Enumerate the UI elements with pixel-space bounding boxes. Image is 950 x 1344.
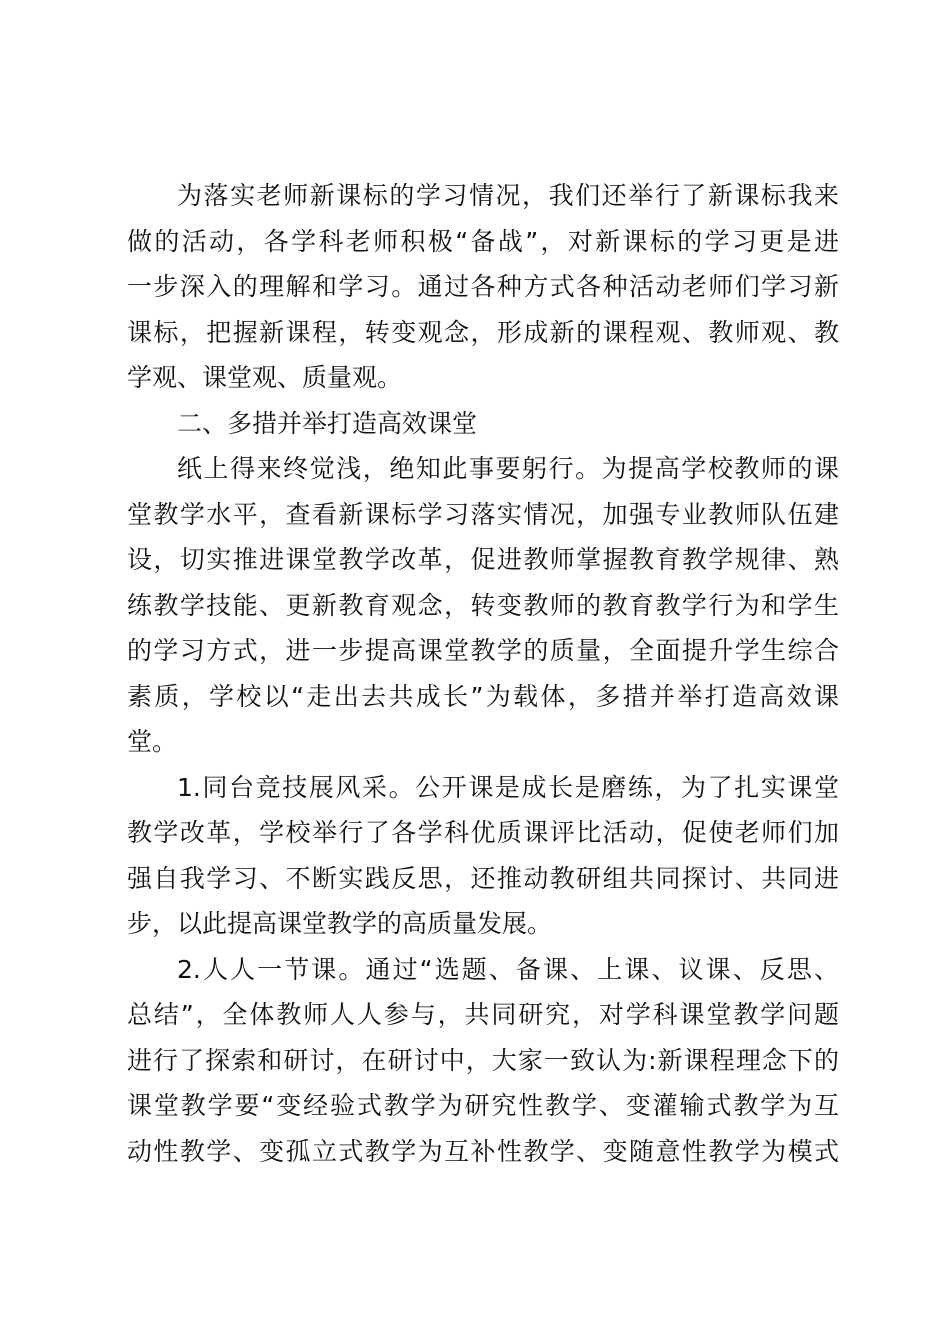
paragraph-line: 课堂教学要“变经验式教学为研究性教学、变灌输式教学为互 [127, 1091, 839, 1120]
section-heading: 二、多措并举打造高效课堂 [177, 408, 478, 438]
paragraph-line: 堂教学水平，查看新课标学习落实情况，加强专业教师队伍建 [127, 499, 839, 529]
document-body [127, 173, 839, 1174]
paragraph-line: 2.人人一节课。通过“选题、备课、上课、议课、反思、 [177, 954, 839, 984]
paragraph-line: 动性教学、变孤立式教学为互补性教学、变随意性教学为模式 [127, 1136, 839, 1166]
paragraph-line: 强自我学习、不断实践反思，还推动教研组共同探讨、共同进 [127, 863, 839, 893]
paragraph-line: 素质，学校以“走出去共成长”为载体，多措并举打造高效课 [127, 681, 839, 711]
paragraph-line: 的学习方式，进一步提高课堂教学的质量，全面提升学生综合 [127, 636, 839, 665]
paragraph-line: 堂。 [127, 727, 178, 756]
paragraph-line: 纸上得来终觉浅，绝知此事要躬行。为提高学校教师的课 [177, 454, 839, 483]
paragraph-line: 教学改革，学校举行了各学科优质课评比活动，促使老师们加 [127, 818, 839, 847]
paragraph-line: 学观、课堂观、质量观。 [127, 363, 403, 392]
paragraph-line: 进行了探索和研讨，在研讨中，大家一致认为:新课程理念下的 [127, 1045, 839, 1075]
paragraph-line: 练教学技能、更新教育观念，转变教师的教育教学行为和学生 [127, 590, 839, 620]
paragraph-line: 做的活动，各学科老师积极“备战”，对新课标的学习更是进 [127, 226, 839, 256]
paragraph-line: 1.同台竞技展风采。公开课是成长是磨练，为了扎实课堂 [177, 772, 839, 802]
paragraph-line: 课标，把握新课程，转变观念，形成新的课程观、教师观、教 [127, 317, 839, 347]
paragraph-line: 步，以此提高课堂教学的高质量发展。 [127, 909, 553, 938]
paragraph-line: 为落实老师新课标的学习情况，我们还举行了新课标我来 [177, 181, 839, 210]
paragraph-line: 总结”，全体教师人人参与，共同研究，对学科课堂教学问题 [127, 1000, 839, 1029]
paragraph-line: 设，切实推进课堂教学改革，促进教师掌握教育教学规律、熟 [127, 545, 839, 574]
paragraph-line: 一步深入的理解和学习。通过各种方式各种活动老师们学习新 [127, 272, 839, 301]
